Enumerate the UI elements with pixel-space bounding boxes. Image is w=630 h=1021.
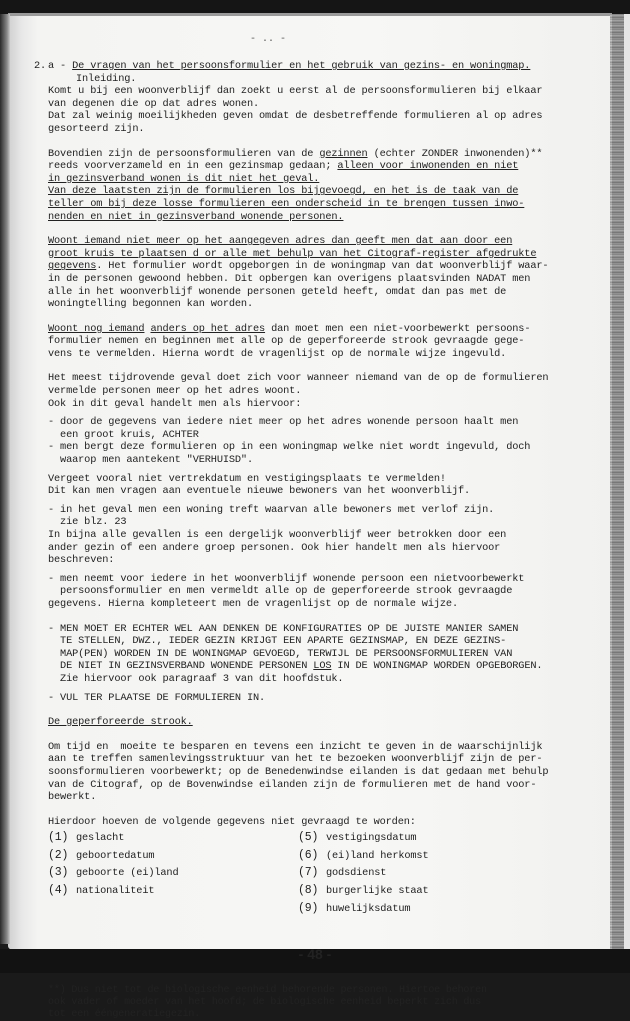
bullet-item-cont: waarop men aantekent "VERHUISD". — [48, 454, 253, 467]
text-line: gegevens. Het formulier wordt opgeborgen in de woningmap van dat woonverblijf waar- — [48, 260, 549, 273]
bullet-item: - men bergt deze formulieren op in een woningmap welke niet wordt ingevuld, doch — [48, 441, 531, 454]
field-item: (3) geboorte (ei)land — [48, 866, 179, 880]
bullet-item: - door de gegevens van iedere niet meer op het adres wonende persoon haalt men — [48, 416, 519, 429]
footnote-line: ook vader of moeder van het hoofd; de biologische eenheid beperkt zich dus — [48, 997, 481, 1009]
text-line: bewerkt. — [48, 791, 97, 804]
paragraph-7 — [48, 529, 568, 567]
section-heading — [34, 60, 568, 73]
page-reference: zie blz. 23 — [48, 516, 127, 529]
document-body — [34, 60, 568, 1021]
text-line: reeds voorverzameld en in een gezinsmap gedaan; alleen voor inwonenden en niet — [48, 160, 519, 173]
bullet-list-1 — [48, 416, 568, 466]
paragraph-3 — [48, 235, 568, 311]
text-line: Dit kan men vragen aan eventuele nieuwe bewoners van het woonverblijf. — [48, 485, 471, 498]
text-line: Ook in dit geval handelt men als hiervoor: — [48, 397, 302, 410]
page-edge-stack — [610, 14, 624, 954]
text-line: in de personen gewoond hebben. Dit opbergen kan overigens plaatsvinden NADAT men — [48, 272, 531, 285]
underlined-line: teller om bij deze losse formulieren een onderscheid in te brengen tussen inwo- — [48, 197, 525, 210]
text-line: vens te vermelden. Hierna wordt de vragenlijst op de normale wijze ingevuld. — [48, 347, 507, 360]
text-line: alle in het woonverblijf wonende personen geteld heeft, omdat dan pas met de — [48, 285, 507, 298]
text-line: Het meest tijdrovende geval doet zich voor wanneer niemand van de op de formulieren — [48, 372, 549, 385]
intro-label: Inleiding. — [76, 72, 137, 85]
text-line: Om tijd en moeite te besparen en tevens een inzicht te geven in de waarschijnlijk — [48, 740, 543, 753]
underlined-line: in gezinsverband wonen is dit niet het geval. — [48, 172, 320, 185]
paragraph-6 — [48, 473, 568, 498]
field-item: (4) nationaliteit — [48, 884, 155, 898]
text-line: van de Citograf, op de Bovenwindse eilanden zijn de formulieren met de hand voor- — [48, 778, 537, 791]
text-line: Bovendien zijn de persoonsformulieren van de gezinnen (echter ZONDER inwonenden)** — [48, 147, 543, 160]
prefilled-fields-list — [48, 832, 568, 915]
field-item: (2) geboortedatum — [48, 848, 155, 862]
scan-top-border — [0, 0, 630, 14]
field-item-empty — [48, 903, 298, 916]
field-item: (1) geslacht — [48, 831, 125, 845]
text-line: aan te treffen samenlevingsstruktuur van het te bezoeken woonverblijf zijn de per- — [48, 753, 543, 766]
text-line: Woont nog iemand anders op het adres dan moet men een niet-voorbewerkt persoons- — [48, 322, 531, 335]
underlined-line: Van deze laatsten zijn de formulieren los bijgevoegd, en het is de taak van de — [48, 185, 519, 198]
bullet-item-cont: gegevens. Hierna kompleteert men de vragenlijst op de normale wijze. — [48, 597, 458, 610]
bullet-item-cont: TE STELLEN, DWZ., IEDER GEZIN KRIJGT EEN APARTE GEZINSMAP, EN DEZE GEZINS- — [48, 635, 507, 648]
bullet-configurations — [48, 623, 568, 686]
text-line: soonsformulieren voorbewerkt; op de Benedenwindse eilanden is dat gedaan met behulp — [48, 765, 549, 778]
footnote — [48, 985, 568, 1021]
subheading: De geperforeerde strook. — [48, 716, 193, 729]
bullet-item-cont: Zie hiervoor ook paragraaf 3 van dit hoofdstuk. — [48, 672, 344, 685]
text-line: Vergeet vooral niet vertrekdatum en vestigingsplaats te vermelden! — [48, 472, 446, 485]
paragraph-2 — [48, 148, 568, 224]
text-line: ander gezin of een andere groep personen. Ook hier handelt men als hiervoor — [48, 541, 501, 554]
bullet-item: - in het geval men een woning treft waarvan alle bewoners met verlof zijn. — [48, 503, 495, 516]
page-number: - 48 - — [298, 946, 332, 962]
footnote-line: tot een ééngeneratiegezin. — [48, 1009, 201, 1021]
field-item: (9) huwelijksdatum — [298, 901, 411, 915]
text-line: Komt u bij een woonverblijf dan zoekt u eerst al de persoonsformulieren bij elkaar — [48, 85, 543, 98]
text-line: woningtelling begonnen kan worden. — [48, 298, 253, 311]
book-binding-shadow — [0, 14, 10, 944]
text-line: beschreven: — [48, 554, 115, 567]
bullet-item-cont: MAP(PEN) WORDEN IN DE WONINGMAP GEVOEGD, TERWIJL DE PERSOONSFORMULIEREN VAN — [48, 647, 513, 660]
paragraph-5 — [48, 372, 568, 410]
bullet-new-occupants — [48, 573, 568, 611]
bullet-item-cont: DE NIET IN GEZINSVERBAND WONENDE PERSONEN LOS IN DE WONINGMAP WORDEN OPGEBORGEN. — [48, 660, 543, 673]
underlined-text: alleen voor inwonenden en niet — [337, 160, 519, 173]
paragraph-1 — [48, 85, 568, 135]
bullet-item: - men neemt voor iedere in het woonverblijf wonende persoon een nietvoorbewerkt — [48, 572, 525, 585]
underlined-line: Woont iemand niet meer op het aangegeven adres dan geeft men dat aan door een — [48, 235, 513, 248]
bullet-leave — [48, 504, 568, 529]
page-right-margin — [624, 14, 630, 954]
text-line: formulier nemen en beginnen met alle op de geperforeerde strook gevraagde gege- — [48, 335, 525, 348]
header-marks: - .. - — [250, 34, 287, 45]
field-item: (6) (ei)land herkomst — [298, 848, 429, 862]
text-line: Hierdoor hoeven de volgende gegevens niet gevraagd te worden: — [48, 815, 416, 828]
field-item: (8) burgerlijke staat — [298, 884, 429, 898]
bullet-item-cont: persoonsformulier en men vermeldt alle op de geperforeerde strook gevraagde — [48, 585, 513, 598]
bullet-item-cont: een groot kruis, ACHTER — [48, 428, 199, 441]
underlined-text: gezinnen — [319, 147, 368, 160]
paragraph-8 — [48, 741, 568, 804]
section-title: De vragen van het persoonsformulier en het gebruik van gezins- en woningmap. — [72, 60, 531, 72]
paragraph-4 — [48, 323, 568, 361]
text-line: van degenen die op dat adres wonen. — [48, 97, 260, 110]
text-line: vermelde personen meer op het adres woont. — [48, 385, 302, 398]
bullet-fill-in: - VUL TER PLAATSE DE FORMULIEREN IN. — [48, 691, 266, 704]
bullet-item: - MEN MOET ER ECHTER WEL AAN DENKEN DE KONFIGURATIES OP DE JUISTE MANIER SAMEN — [48, 622, 519, 635]
text-line: gesorteerd zijn. — [48, 122, 145, 135]
footnote-line: **) Dus niet tot de biologische eenheid behorende personen. Hiertoe behoren — [48, 985, 487, 997]
underlined-line: nenden en niet in gezinsverband wonende personen. — [48, 210, 344, 223]
field-item: (5) vestigingsdatum — [298, 831, 417, 845]
field-item: (7) godsdienst — [298, 866, 387, 880]
underlined-line: groot kruis te plaatsen d or alle met behulp van het Citograf-register afgedrukte — [48, 247, 537, 260]
subsection-marker: a - — [48, 60, 67, 72]
text-line: Dat zal weinig moeilijkheden geven omdat de desbetreffende formulieren al op adres — [48, 110, 543, 123]
section-number: 2. — [34, 60, 47, 72]
text-line: In bijna alle gevallen is een dergelijk woonverblijf weer betrokken door een — [48, 529, 507, 541]
